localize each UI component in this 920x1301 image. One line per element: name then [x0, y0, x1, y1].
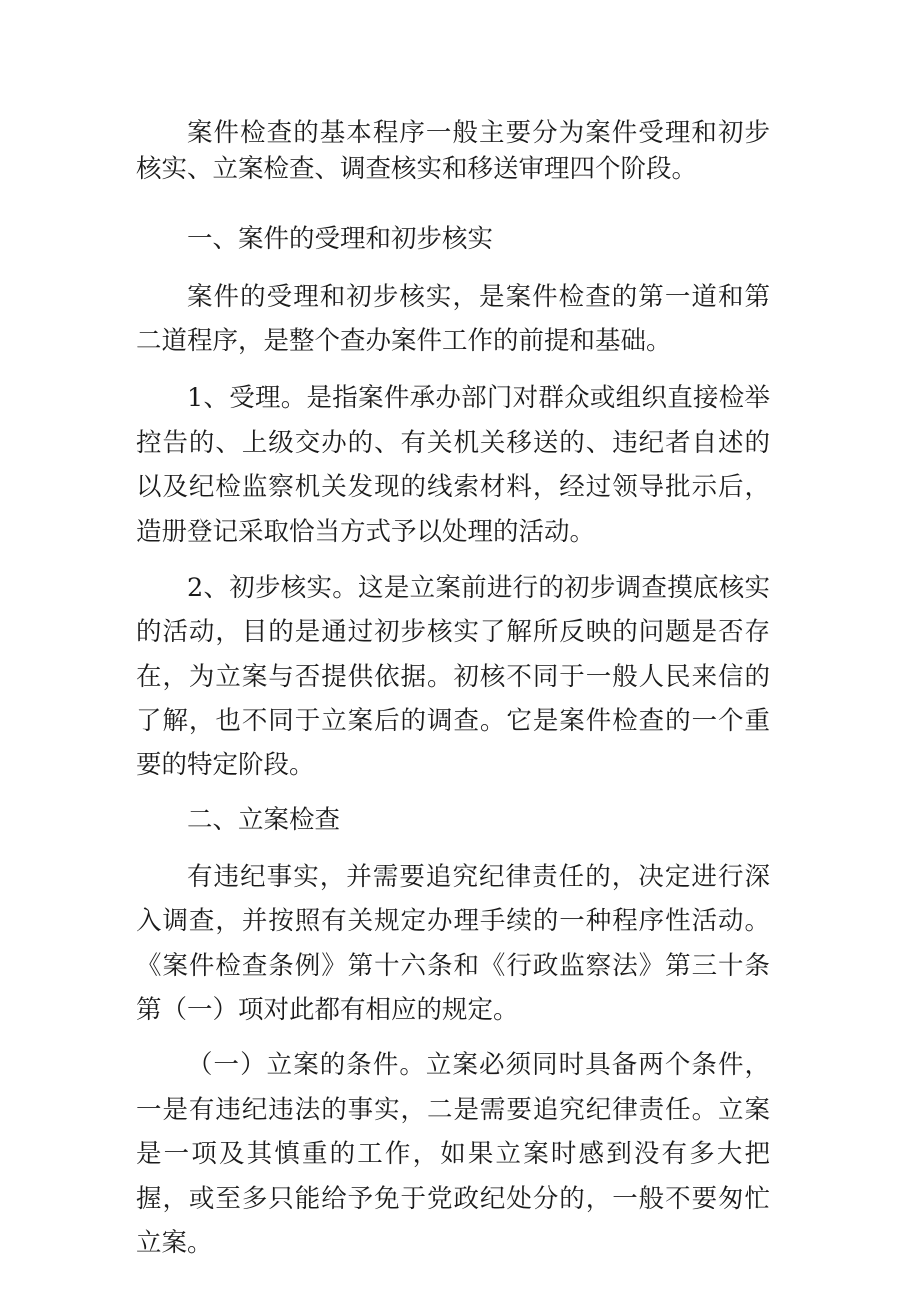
paragraph-case-filing: 有违纪事实，并需要追究纪律责任的，决定进行深入调查，并按照有关规定办理手续的一种程序性活动。《案件检查条例》第十六条和《行政监察法》第三十条第（一）项对此都有相应的规定。	[136, 862, 770, 1026]
paragraph-acceptance-overview: 案件的受理和初步核实，是案件检查的第一道和第二道程序，是整个查办案件工作的前提和基础。	[136, 281, 770, 357]
paragraph-preliminary-verification: 2、初步核实。这是立案前进行的初步调查摸底核实的活动，目的是通过初步核实了解所反映的问题是否存在，为立案与否提供依据。初核不同于一般人民来信的了解，也不同于立案后的调查。它是案件检查的一个重要的特定阶段。	[136, 572, 770, 781]
paragraph-filing-conditions: （一）立案的条件。立案必须同时具备两个条件，一是有违纪违法的事实，二是需要追究纪律责任。立案是一项及其慎重的工作，如果立案时感到没有多大把握，或至多只能给予免于党政纪处分的，一般不要匆忙立案。	[136, 1050, 770, 1258]
paragraph-acceptance: 1、受理。是指案件承办部门对群众或组织直接检举控告的、上级交办的、有关机关移送的、违纪者自述的以及纪检监察机关发现的线索材料，经过领导批示后，造册登记采取恰当方式予以处理的活动。	[136, 383, 770, 547]
intro-paragraph: 案件检查的基本程序一般主要分为案件受理和初步核实、立案检查、调查核实和移送审理四个阶段。	[136, 118, 770, 184]
document-body	[136, 116, 770, 1265]
section-heading-1: 一、案件的受理和初步核实	[187, 224, 494, 255]
section-heading-2: 二、立案检查	[187, 804, 341, 835]
